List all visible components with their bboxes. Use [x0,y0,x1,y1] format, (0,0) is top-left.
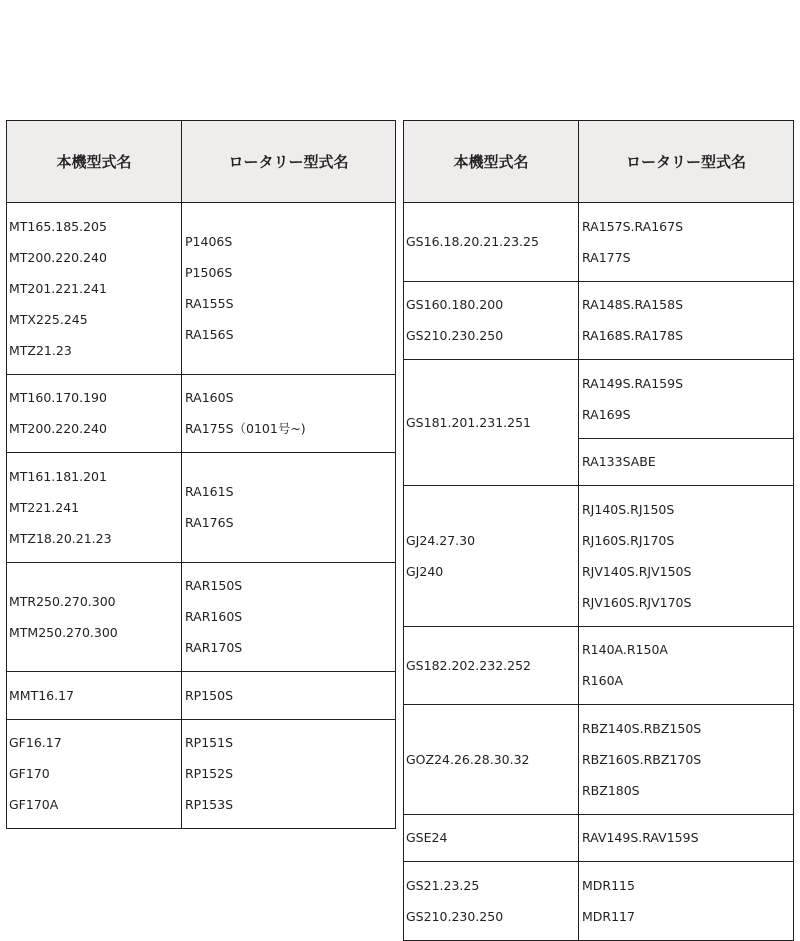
rotary-text: MDR117 [582,908,635,924]
model-text: GJ240 [406,563,444,579]
model-text: GS210.230.250 [406,328,504,343]
rotary-text: RA155S [185,296,234,311]
rotary-cell [182,672,396,720]
table-row [404,626,794,705]
model-text: GF170A [9,797,59,812]
model-cell [7,453,182,563]
rotary-text: RA169S [582,406,631,422]
model-text: MTZ21.23 [9,342,72,358]
model-text: GF16.17 [9,735,62,750]
rotary-text: RA149S.RA159S [582,375,684,391]
rotary-text: RP153S [185,797,234,812]
model-cell [7,203,182,375]
model-text: MTM250.270.300 [9,624,118,640]
model-cell [404,814,579,862]
rotary-cell [579,626,794,705]
model-cell [404,486,579,627]
rotary-cell [182,453,396,563]
rotary-cell [182,562,396,672]
model-text: GOZ24.26.28.30.32 [406,751,530,767]
rotary-text: RP150S [185,687,234,703]
model-cell [7,672,182,720]
left-model-table [6,120,396,829]
table-row [7,562,396,672]
model-text: MTX225.245 [9,311,88,327]
table-header-row [7,121,396,203]
model-cell [404,281,579,360]
model-text: MT165.185.205 [9,218,107,234]
rotary-cell [182,374,396,453]
rotary-text: P1406S [185,234,233,249]
table-row [404,203,794,282]
model-cell [404,203,579,282]
right-model-table [403,120,794,941]
rotary-text: P1506S [185,265,233,280]
model-cell [404,360,579,486]
rotary-text: RJ160S.RJ170S [582,532,675,548]
table-row [404,486,794,627]
rotary-text: RP151S [185,735,234,750]
model-text: MTR250.270.300 [9,593,116,609]
rotary-cell [579,281,794,360]
model-text: GS21.23.25 [406,877,480,893]
rotary-text: RA161S [185,484,234,499]
model-cell [7,562,182,672]
model-text: GS16.18.20.21.23.25 [406,234,539,249]
model-text: MT201.221.241 [9,280,107,296]
model-text: GJ24.27.30 [406,532,476,548]
model-text: GS181.201.231.251 [406,414,531,430]
model-text: MT160.170.190 [9,390,107,405]
rotary-text: RBZ160S.RBZ170S [582,751,702,767]
rotary-text: R160A [582,673,624,688]
model-text: GS210.230.250 [406,908,504,924]
model-text: MT200.220.240 [9,421,107,436]
header-model: 本機型式名 [404,121,579,203]
table-row [404,814,794,862]
rotary-text: RA176S [185,515,234,530]
rotary-text: RAR160S [185,609,243,624]
rotary-text: RBZ180S [582,782,640,798]
rotary-cell [579,705,794,815]
model-cell [404,705,579,815]
rotary-text: RAV149S.RAV159S [582,830,699,845]
rotary-text: RA168S.RA178S [582,328,684,343]
model-cell [7,719,182,829]
rotary-cell [579,203,794,282]
rotary-text: RJV140S.RJV150S [582,563,692,579]
rotary-text: RAR150S [185,578,243,593]
header-rotary: ロータリー型式名 [579,121,794,203]
rotary-text: RA156S [185,327,234,342]
rotary-text: RA175S（0101号~) [185,421,306,436]
rotary-text: RA160S [185,390,234,405]
rotary-text: RJV160S.RJV170S [582,594,692,610]
rotary-text: RBZ140S.RBZ150S [582,720,702,736]
rotary-cell [579,862,794,941]
model-text: GS182.202.232.252 [406,657,531,673]
model-cell [404,626,579,705]
model-text: GF170 [9,766,50,781]
model-text: MT200.220.240 [9,249,107,265]
table-row [7,453,396,563]
model-text: MT221.241 [9,499,80,515]
rotary-text: RP152S [185,766,234,781]
table-row [404,862,794,941]
rotary-text: R140A.R150A [582,642,668,657]
model-cell [404,862,579,941]
rotary-text: RA157S.RA167S [582,218,684,234]
model-cell [7,374,182,453]
rotary-cell [579,486,794,627]
rotary-cell [579,814,794,862]
header-rotary: ロータリー型式名 [182,121,396,203]
table-header-row [404,121,794,203]
model-text: GSE24 [406,830,448,845]
model-text: GS160.180.200 [406,297,504,312]
model-text: MMT16.17 [9,687,74,703]
table-row [7,719,396,829]
rotary-text: RA148S.RA158S [582,297,684,312]
table-row [404,281,794,360]
rotary-text: RJ140S.RJ150S [582,501,675,517]
rotary-cell [579,438,794,486]
rotary-cell [579,360,794,439]
rotary-cell [182,719,396,829]
model-text: MTZ18.20.21.23 [9,530,112,546]
table-row [404,360,794,439]
table-row [7,203,396,375]
table-row [7,374,396,453]
rotary-text: RA133SABE [582,454,656,469]
rotary-text: RAR170S [185,640,243,655]
table-row [7,672,396,720]
header-model: 本機型式名 [7,121,182,203]
rotary-text: RA177S [582,249,631,265]
model-text: MT161.181.201 [9,468,107,484]
table-row [404,705,794,815]
rotary-text: MDR115 [582,877,635,893]
rotary-cell [182,203,396,375]
